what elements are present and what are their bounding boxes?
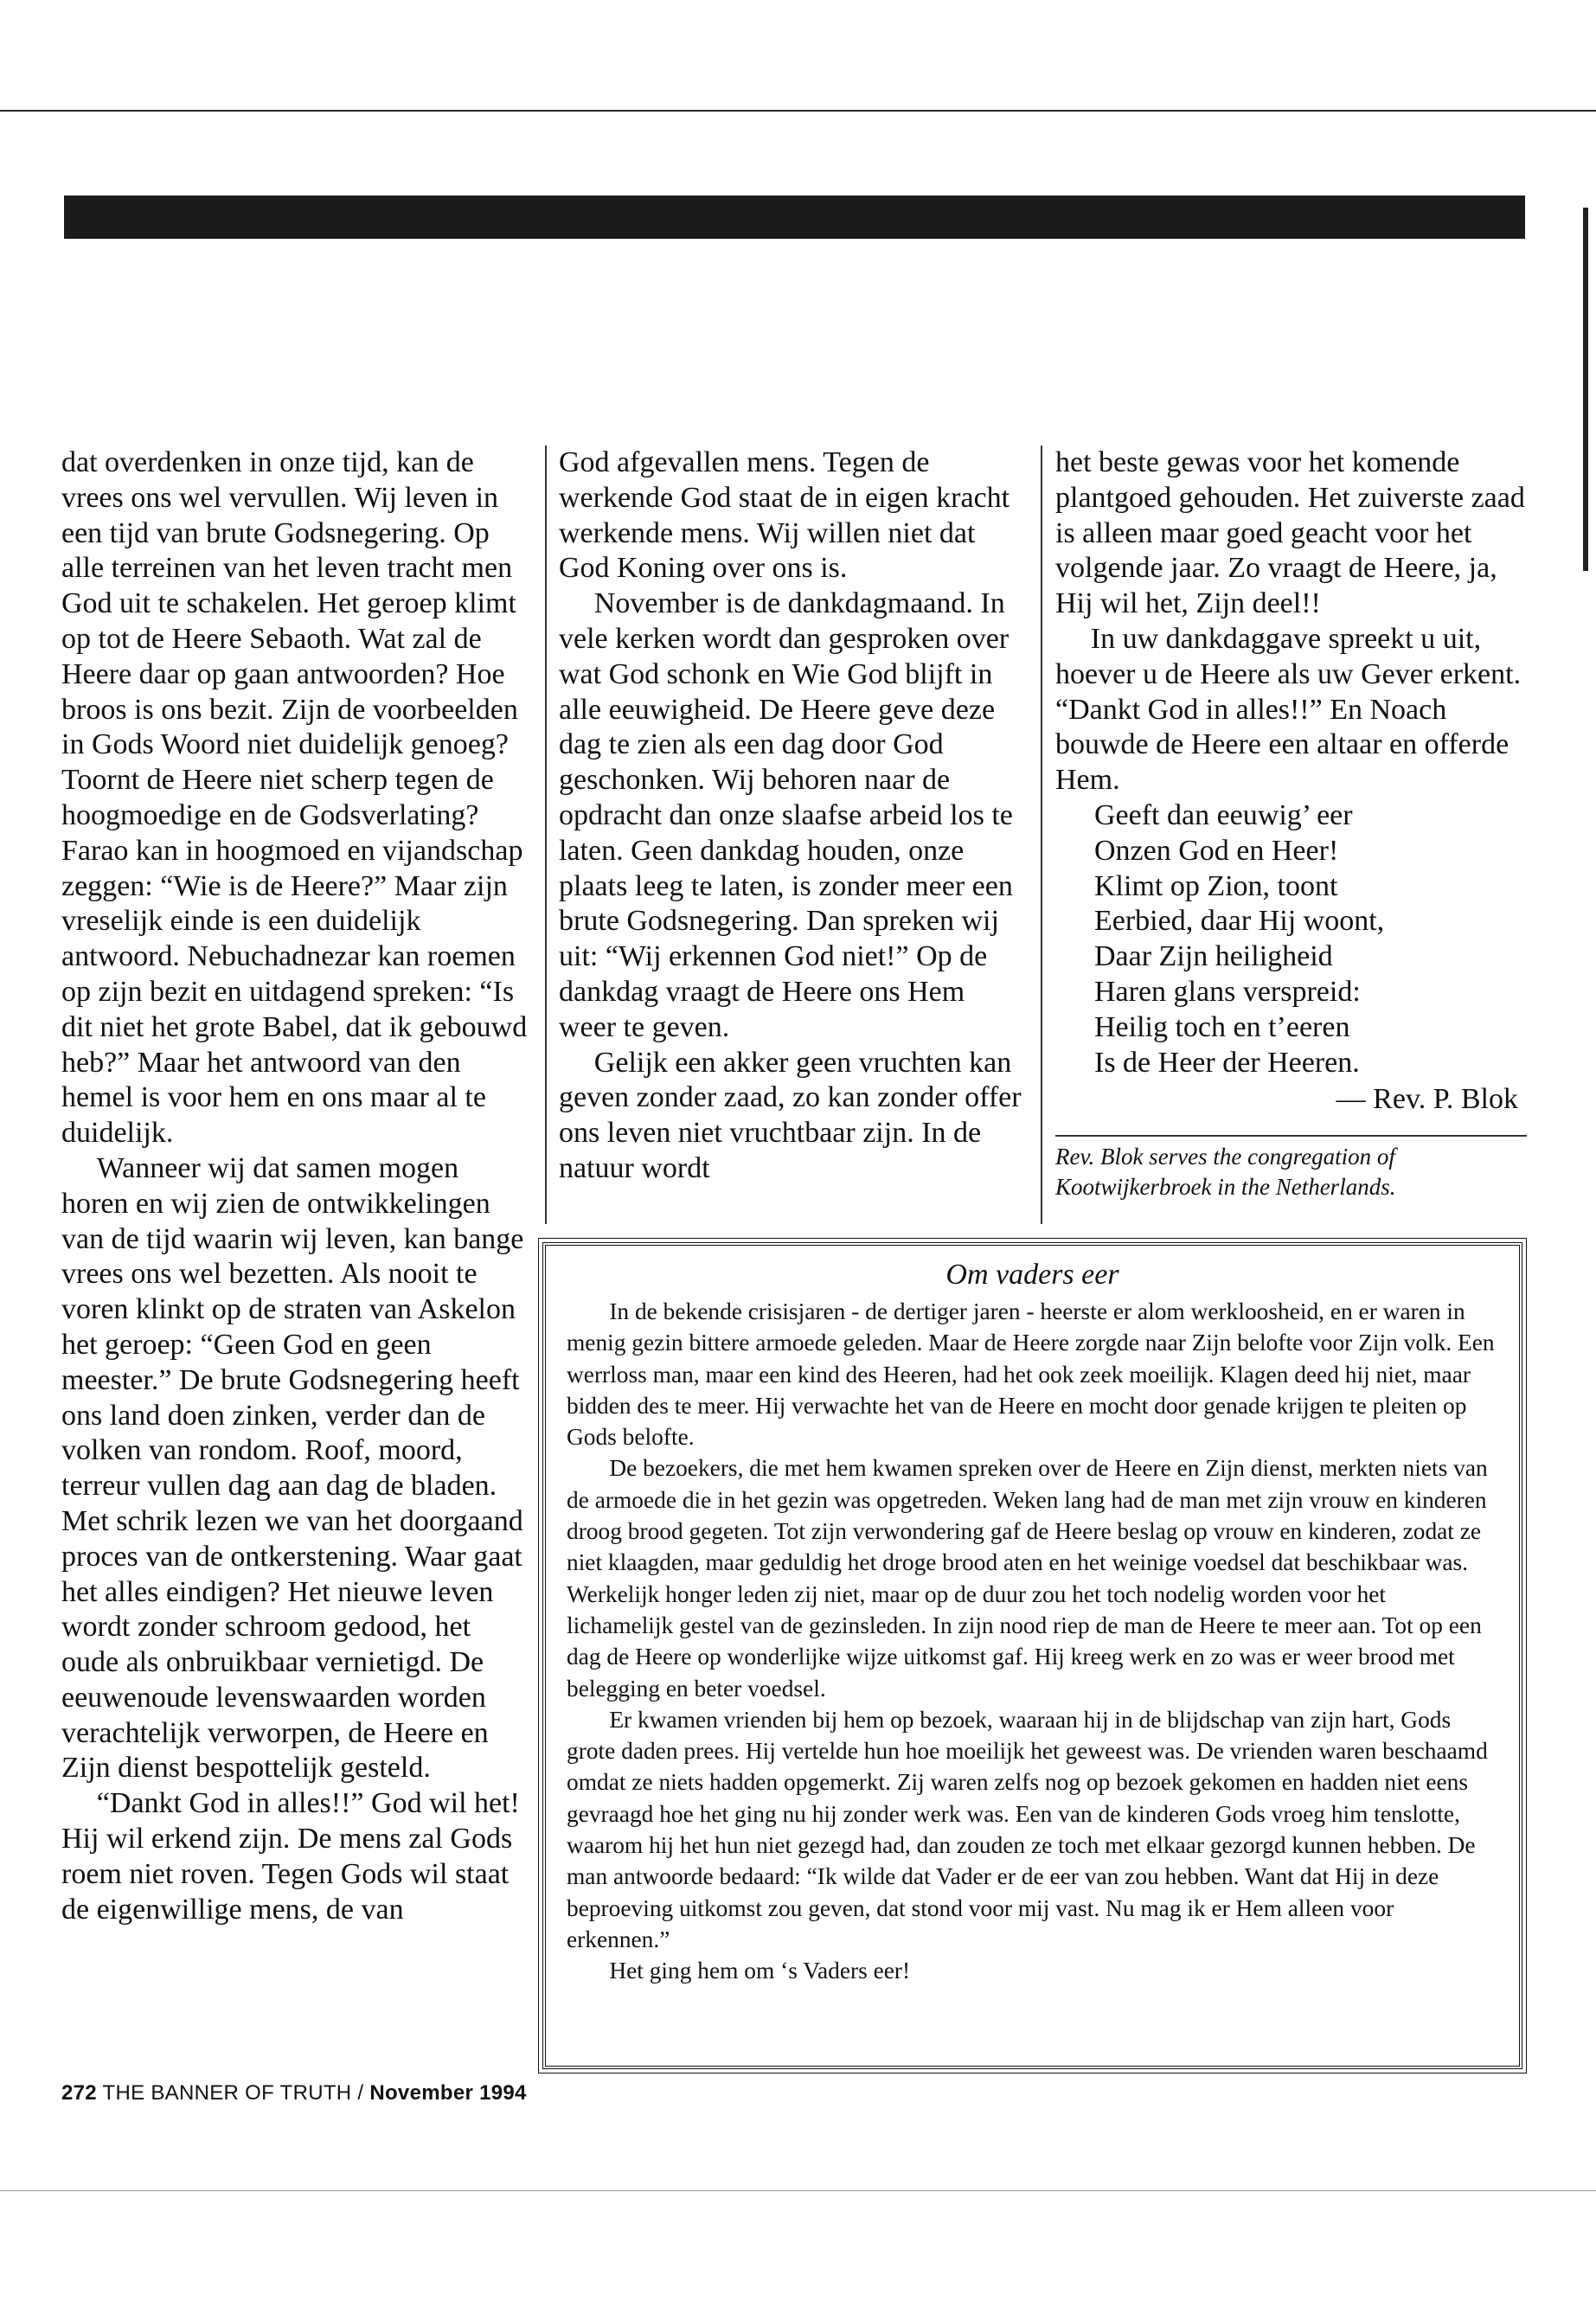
issue-date: November 1994 bbox=[369, 2081, 527, 2105]
paragraph: Er kwamen vrienden bij hem op bezoek, waaraan hij in de blijdschap van zijn hart, Gods grote daden prees. Hij vertelde hun hoe moeilijk het geweest was. De vrienden waren beschaamd omdat ze niets hadden opgemerkt. Zij waren zelfs nog op bezoek gekomen en hadden niet eens gevraagd hoe het ging nu hij zonder werk was. Een van de kinderen Gods vroeg him tenslotte, waarom hij het hun niet gezegd had, dan zouden ze toch met elkaar gezorgd kunnen hebben. De man antwoorde bedaard: “Ik wilde dat Vader er de eer van zou hebben. Want dat Hij in deze beproeving uitkomst zou geven, dat stond voor mij vast. Nu mag ik er Hem alleen voor erkennen.” bbox=[567, 1706, 1488, 1952]
paragraph: Gelijk een akker geen vruchten kan geven zonder zaad, zo kan zonder offer ons leven niet vruchtbaar zijn. In de natuur wordt bbox=[559, 1046, 1022, 1184]
sidebar-title: Om vaders eer bbox=[945, 1259, 1119, 1291]
paragraph: Het ging hem om ‘s Vaders eer! bbox=[609, 1958, 911, 1984]
author-signature: — Rev. P. Blok bbox=[1336, 1083, 1518, 1116]
paragraph: God afgevallen mens. Tegen de werkende God staat de in eigen kracht werkende mens. Wij willen niet dat God Koning over ons is. bbox=[559, 446, 1010, 585]
column-rule-1 bbox=[545, 445, 547, 1224]
poem-line: Daar Zijn heiligheid bbox=[1094, 940, 1333, 973]
column-rule-2 bbox=[1041, 445, 1042, 1224]
paragraph: dat overdenken in onze tijd, kan de vrees ons wel vervullen. Wij leven in een tijd van brute Godsnegering. Op alle terreinen van het leven tracht men God uit te schakelen. Het geroep klimt op tot de Heere Sebaoth. Wat zal de Heere daar op gaan antwoorden? Hoe broos is ons bezit. Zijn de voorbeelden in Gods Woord niet duidelijk genoeg? Toornt de Heere niet scherp tegen de hoogmoedige en de Godsverlating? Farao kan in hoogmoed en vijandschap zeggen: “Wie is de Heere?” Maar zijn vreselijk einde is een duidelijk antwoord. Nebuchadnezar kan roemen op zijn bezit en uitdagend spreken: “Is dit niet het grote Babel, dat ik gebouwd heb?” Maar het antwoord van den hemel is voor hem en ons maar al te duidelijk. bbox=[61, 446, 528, 1150]
poem-line: Is de Heer der Heeren. bbox=[1094, 1046, 1360, 1079]
article-column-3 bbox=[1055, 445, 1527, 1202]
article-column-1 bbox=[61, 445, 533, 1927]
poem-line: Haren glans verspreid: bbox=[1094, 975, 1361, 1008]
publication-name: THE BANNER OF TRUTH / bbox=[102, 2081, 364, 2105]
bottom-rule bbox=[0, 2190, 1596, 2191]
article-column-2 bbox=[559, 445, 1026, 1187]
paragraph: Wanneer wij dat samen mogen horen en wij zien de ontwikkelingen van de tijd waarin wij leven, kan bange vrees ons wel bezetten. Als nooit te voren klinkt op de straten van Askelon het geroep: “Geen God en geen meester.” De brute Godsnegering heeft ons land doen zinken, verder dan de volken van rondom. Roof, moord, terreur vullen dag aan dag de bladen. Met schrik lezen we van het doorgaand proces van de ontkerstening. Waar gaat het alles eindigen? Het nieuwe leven wordt zonder schroom gedood, het oude als onbruikbaar vernietigd. De eeuwenoude levenswaarden worden verachtelijk verworpen, de Heere en Zijn dienst bespottelijk gesteld. bbox=[61, 1151, 524, 1785]
page-footer bbox=[61, 2081, 527, 2106]
poem-line: Geeft dan eeuwig’ eer bbox=[1094, 798, 1353, 831]
header-bar bbox=[64, 195, 1525, 239]
paragraph: “Dankt God in alles!!” God wil het! Hij wil erkend zijn. De mens zal Gods roem niet roven. Tegen Gods wil staat de eigenwillige mens, de van bbox=[61, 1787, 520, 1926]
page-number: 272 bbox=[61, 2081, 97, 2105]
poem-line: Klimt op Zion, toont bbox=[1094, 869, 1338, 902]
paragraph: het beste gewas voor het komende plantgoed gehouden. Het zuiverste zaad is alleen maar goed geacht voor het volgende jaar. Zo vraagt de Heere, ja, Hij wil het, Zijn deel!! bbox=[1055, 446, 1525, 620]
paragraph: In de bekende crisisjaren - de dertiger jaren - heerste er alom werkloosheid, en er waren in menig gezin bittere armoede geleden. Maar de Heere zorgde naar Zijn belofte voor Zijn volk. Een werrloss man, maar een kind des Heeren, had het ook zeek moeilijk. Klagen deed hij niet, maar bidden des te meer. Hij verwachte het van de Heere en mocht door genade krijgen te pleiten op Gods belofte. bbox=[567, 1298, 1495, 1451]
sidebar-box bbox=[542, 1242, 1522, 2069]
credit-divider bbox=[1055, 1135, 1527, 1137]
poem-line: Onzen God en Heer! bbox=[1094, 834, 1339, 867]
paragraph: De bezoekers, die met hem kwamen spreken over de Heere en Zijn dienst, merkten niets van de armoede die in het gezin was opgetreden. Weken lang had de man met zijn vrouw en kinderen droog brood gegeten. Tot zijn verwondering gaf de Heere beslag op vrouw en kinderen, zodat ze niet klaagden, maar geduldig het droge brood aten en het weinige voedsel dat beschikbaar was. Werkelijk honger leden zij niet, maar op de duur zou het toch nodelig worden voor het lichamelijk gestel van de gezinsleden. In zijn nood riep de man de Heere te meer aan. Tot op een dag de Heere op wonderlijke wijze uitkomst gaf. Hij kreeg werk en zo was er weer brood met belegging en beter voedsel. bbox=[567, 1455, 1488, 1702]
poem bbox=[1055, 798, 1527, 1080]
top-rule bbox=[0, 110, 1596, 112]
author-credit: Rev. Blok serves the congregation of Kootwijkerbroek in the Netherlands. bbox=[1055, 1144, 1396, 1201]
poem-line: Eerbied, daar Hij woont, bbox=[1094, 905, 1385, 938]
poem-line: Heilig toch en t’eeren bbox=[1094, 1010, 1350, 1043]
scan-edge-mark bbox=[1583, 208, 1588, 571]
paragraph: November is de dankdagmaand. In vele kerken wordt dan gesproken over wat God schonk en Wie God blijft in alle eeuwigheid. De Heere geve deze dag te zien als een dag door God geschonken. Wij behoren naar de opdracht dan onze slaafse arbeid los te laten. Geen dankdag houden, onze plaats leeg te laten, is zonder meer een brute Godsnegering. Dan spreken wij uit: “Wij erkennen God niet!” Op de dankdag vraagt de Heere ons Hem weer te geven. bbox=[559, 587, 1013, 1043]
paragraph: In uw dankdaggave spreekt u uit, hoever u de Heere als uw Gever erkent. “Dankt God in alles!!” En Noach bouwde de Heere een altaar en offerde Hem. bbox=[1055, 622, 1522, 797]
